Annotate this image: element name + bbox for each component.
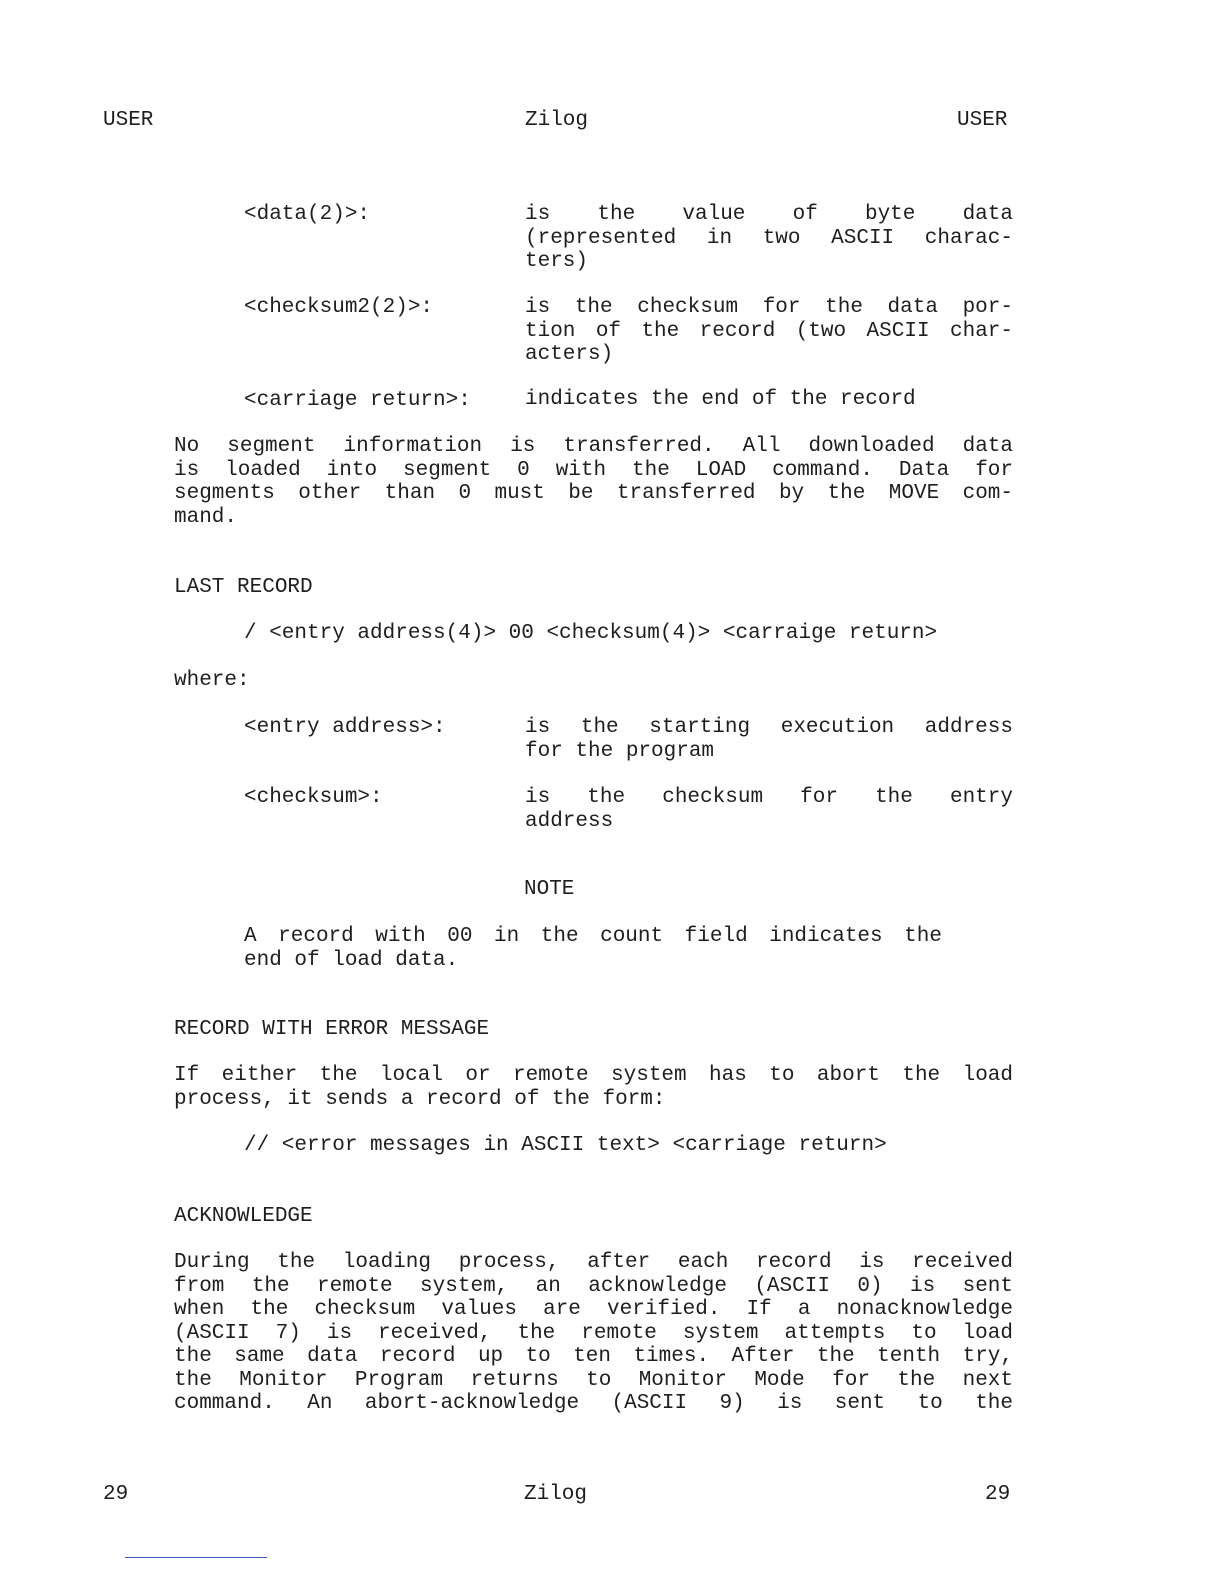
paragraph-line: when the checksum values are verified. If a nonacknowledge: [174, 1298, 1013, 1321]
format-last-record: / <entry address(4)> 00 <checksum(4)> <carraige return>: [244, 622, 938, 645]
footer-left: 29: [103, 1483, 129, 1506]
paragraph-line: process, it sends a record of the form:: [174, 1087, 666, 1111]
note-heading: NOTE: [524, 878, 575, 901]
desc-carriage-return: indicates the end of the record: [525, 388, 916, 411]
heading-error-record: RECORD WITH ERROR MESSAGE: [174, 1018, 490, 1041]
paragraph-line: No segment information is transferred. All downloaded data: [174, 435, 1013, 458]
desc-line: (represented in two ASCII charac-: [525, 226, 1013, 250]
desc-line: for the program: [525, 739, 715, 763]
term-checksum: <checksum>:: [244, 786, 383, 809]
header-right: USER: [957, 109, 1008, 132]
header-left: USER: [103, 109, 154, 132]
paragraph-line: is loaded into segment 0 with the LOAD command. Data for: [174, 458, 1013, 482]
footer-center: Zilog: [524, 1483, 588, 1506]
footer-right: 29: [985, 1483, 1011, 1506]
desc-checksum2: [525, 296, 1013, 367]
desc-data: [525, 203, 1013, 274]
heading-acknowledge: ACKNOWLEDGE: [174, 1205, 313, 1228]
paragraph-line: If either the local or remote system has to abort the load: [174, 1064, 1013, 1087]
paragraph-line: mand.: [174, 505, 238, 529]
desc-line: is the checksum for the data por-: [525, 296, 1013, 319]
paragraph-line: the Monitor Program returns to Monitor Mode for the next: [174, 1368, 1013, 1392]
paragraph-line: the same data record up to ten times. After the tenth try,: [174, 1345, 1013, 1368]
format-error-record: // <error messages in ASCII text> <carriage return>: [244, 1134, 887, 1157]
desc-line: is the checksum for the entry: [525, 786, 1013, 809]
desc-line: acters): [525, 343, 614, 366]
header-center: Zilog: [525, 109, 589, 132]
paragraph-line: command. An abort-acknowledge (ASCII 9) is sent to the: [174, 1392, 1013, 1415]
paragraph-line: segments other than 0 must be transferred by the MOVE com-: [174, 482, 1013, 505]
desc-line: tion of the record (two ASCII char-: [525, 319, 1013, 343]
term-carriage-return: <carriage return>:: [244, 389, 471, 412]
term-entry-address: <entry address>:: [244, 716, 446, 739]
paragraph-acknowledge: [174, 1251, 1013, 1416]
paragraph-error-record: [174, 1064, 1013, 1111]
paragraph-line: from the remote system, an acknowledge (ASCII 0) is sent: [174, 1274, 1013, 1298]
heading-last-record: LAST RECORD: [174, 576, 313, 599]
desc-line: address: [525, 809, 614, 833]
desc-entry-address: [525, 716, 1013, 763]
note-line: A record with 00 in the count field indicates the: [244, 925, 942, 948]
note-line: end of load data.: [244, 948, 459, 972]
desc-checksum: [525, 786, 1013, 833]
term-checksum2: <checksum2(2)>:: [244, 296, 434, 319]
paragraph-line: (ASCII 7) is received, the remote system attempts to load: [174, 1321, 1013, 1345]
desc-line: ters): [525, 250, 589, 273]
bottom-rule: [125, 1557, 267, 1558]
term-data: <data(2)>:: [244, 203, 371, 226]
note-text: [244, 925, 942, 972]
paragraph-segment: [174, 435, 1013, 529]
where-label: where:: [174, 669, 250, 692]
paragraph-line: During the loading process, after each record is received: [174, 1251, 1013, 1274]
desc-line: is the value of byte data: [525, 203, 1013, 226]
desc-line: is the starting execution address: [525, 716, 1013, 739]
